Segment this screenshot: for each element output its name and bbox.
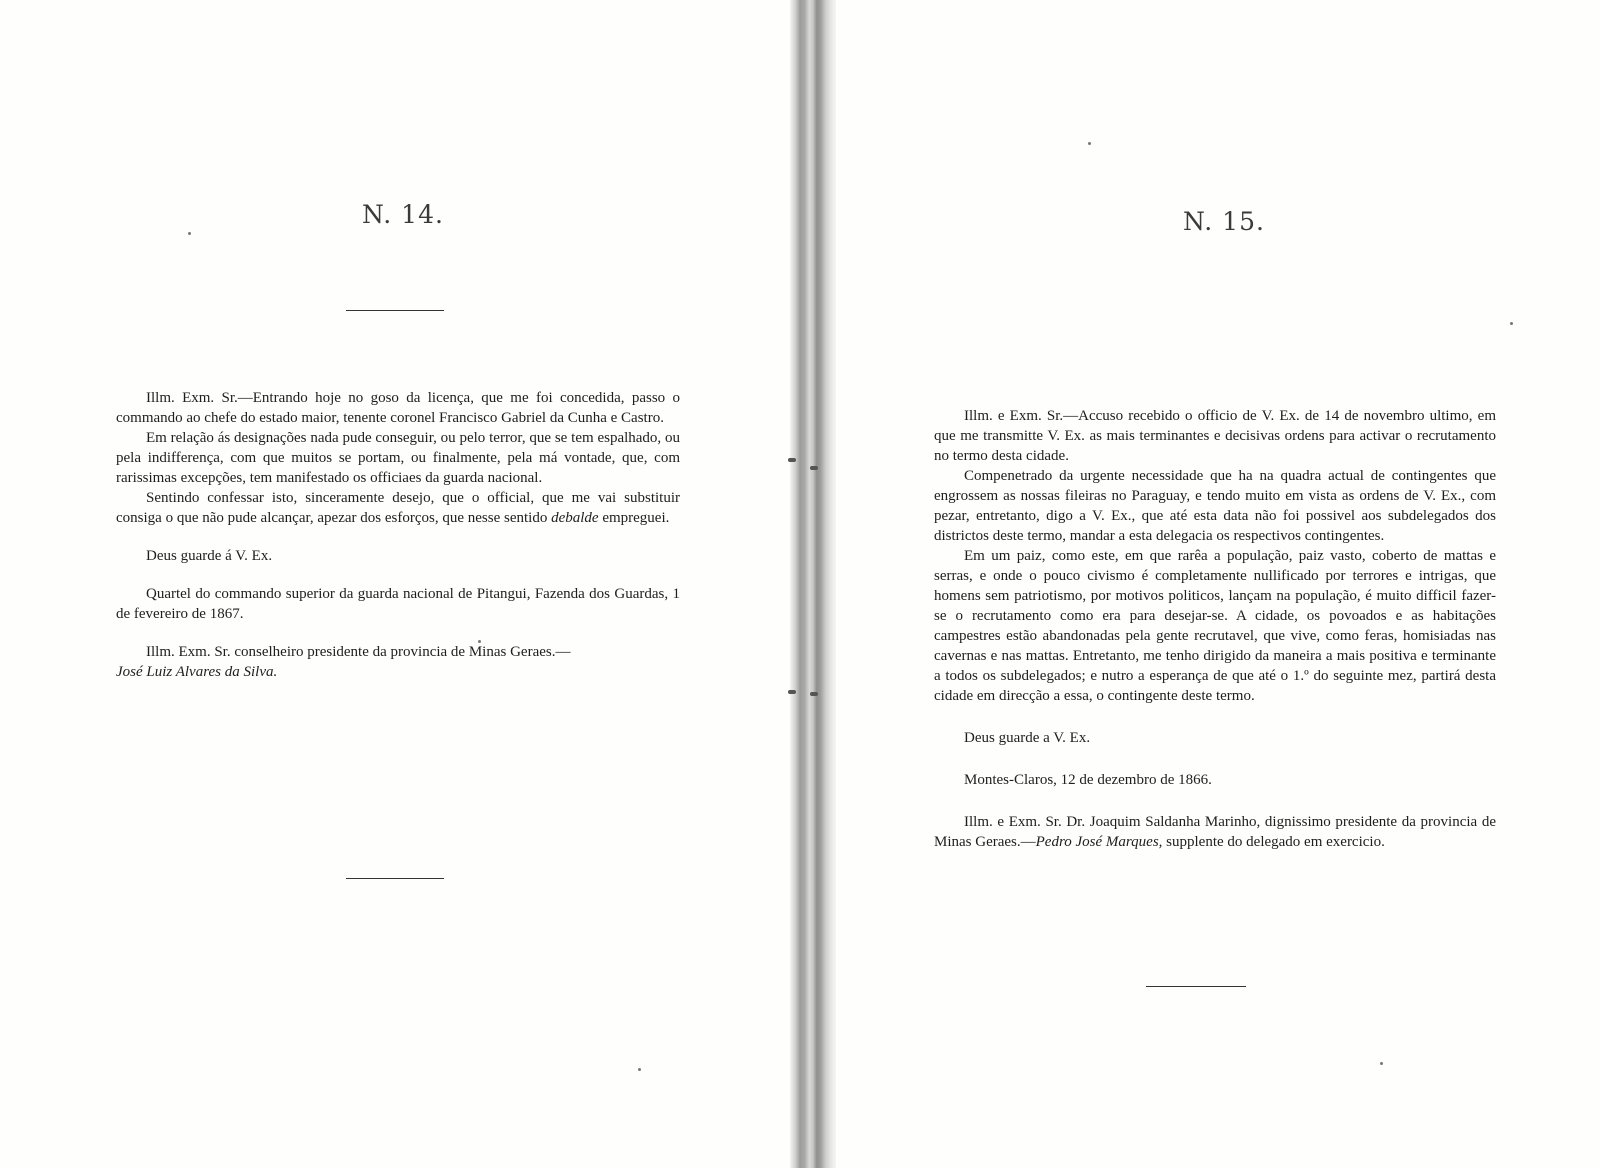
scan-speck	[1510, 322, 1513, 325]
scan-speck	[188, 232, 191, 235]
binding-mark	[788, 458, 796, 462]
signature: Pedro José Marques,	[1035, 834, 1163, 850]
addressee-line: Illm. Exm. Sr. conselheiro presidente da provincia de Minas Geraes.—	[146, 644, 571, 660]
binding-mark	[788, 690, 796, 694]
addressee-line	[934, 812, 1496, 852]
letter-paragraph: Illm. e Exm. Sr.—Accuso recebido o officio de V. Ex. de 14 de novembro ultimo, em que me transmitte V. Ex. as mais terminantes e decisivas ordens para activar o recrutamento no termo desta cidade.	[934, 408, 1496, 464]
signature: José Luiz Alvares da Silva.	[116, 664, 278, 680]
section-divider	[346, 310, 444, 311]
letter-paragraph	[116, 488, 680, 528]
letter-paragraph: Compenetrado da urgente necessidade que ha na quadra actual de contingentes que engrossem as nossas fileiras no Paraguay, e tendo muito em vista as ordens de V. Ex., com pezar, entretanto, digo a V. Ex., que até esta data não foi possivel aos subdelegados dos districtos deste termo, mandar a esta delegacia os respectivos contingentes.	[934, 468, 1496, 544]
location-date: Montes-Claros, 12 de dezembro de 1866.	[964, 772, 1212, 788]
paragraph-text: empreguei.	[602, 510, 670, 526]
section-divider	[346, 878, 444, 879]
location-date: Quartel do commando superior da guarda nacional de Pitangui, Fazenda dos Guardas, 1 de fevereiro de 1867.	[116, 586, 680, 622]
addressee-text: Illm. e Exm. Sr. Dr. Joaquim Saldanha Marinho, dignissimo presidente da provincia de Minas Geraes.—	[934, 814, 1496, 850]
binding-mark	[810, 466, 818, 470]
letter-paragraph: Em um paiz, como este, em que rarêa a população, paiz vasto, coberto de mattas e serras, e onde o pouco civismo é completamente nullificado por terrores e intrigas, que homens sem patriotismo, por motivos politicos, lançam na população, é muito difficil fazer-se o recrutamento como era para desejar-se. A cidade, os povoados e as habitações campestres estão abandonadas pela gente recrutavel, que vive, como feras, homisiadas nas cavernas e nas mattas. Entretanto, me tenho dirigido da maneira a mais positiva e terminante a todos os subdelegados; e nutro a esperança de que até o 1.º do seguinte mez, partirá desta cidade em direcção a essa, o contingente deste termo.	[934, 548, 1496, 704]
document-number-heading: N. 14.	[362, 200, 444, 229]
binding-mark	[810, 692, 818, 696]
scan-speck	[478, 640, 481, 643]
closing-salutation: Deus guarde a V. Ex.	[964, 730, 1091, 746]
paragraph-text: Sentindo confessar isto, sinceramente desejo, que o official, que me vai substituir consiga o que não pude alcançar, apezar dos esforços, que nesse sentido	[116, 490, 680, 526]
right-page	[836, 0, 1600, 1168]
letter-body	[116, 388, 680, 682]
book-gutter	[790, 0, 836, 1168]
closing-salutation: Deus guarde á V. Ex.	[146, 548, 273, 564]
letter-paragraph: Em relação ás designações nada pude conseguir, ou pelo terror, que se tem espalhado, ou pela indifferença, com que muitos se portam, ou finalmente, pela má vontade, que, com rarissimas excepções, tem manifestado os officiaes da guarda nacional.	[116, 430, 680, 486]
letter-paragraph: Illm. Exm. Sr.—Entrando hoje no goso da licença, que me foi concedida, passo o commando ao chefe do estado maior, tenente coronel Francisco Gabriel da Cunha e Castro.	[116, 390, 680, 426]
section-divider	[1146, 986, 1246, 987]
scan-speck	[638, 1068, 641, 1071]
signature-title: supplente do delegado em exercicio.	[1166, 834, 1385, 850]
italic-word: debalde	[551, 510, 599, 526]
letter-body	[934, 406, 1496, 852]
scan-speck	[1380, 1062, 1383, 1065]
document-number-heading: N. 15.	[1183, 207, 1265, 236]
left-page	[0, 0, 790, 1168]
scan-speck	[1088, 142, 1091, 145]
